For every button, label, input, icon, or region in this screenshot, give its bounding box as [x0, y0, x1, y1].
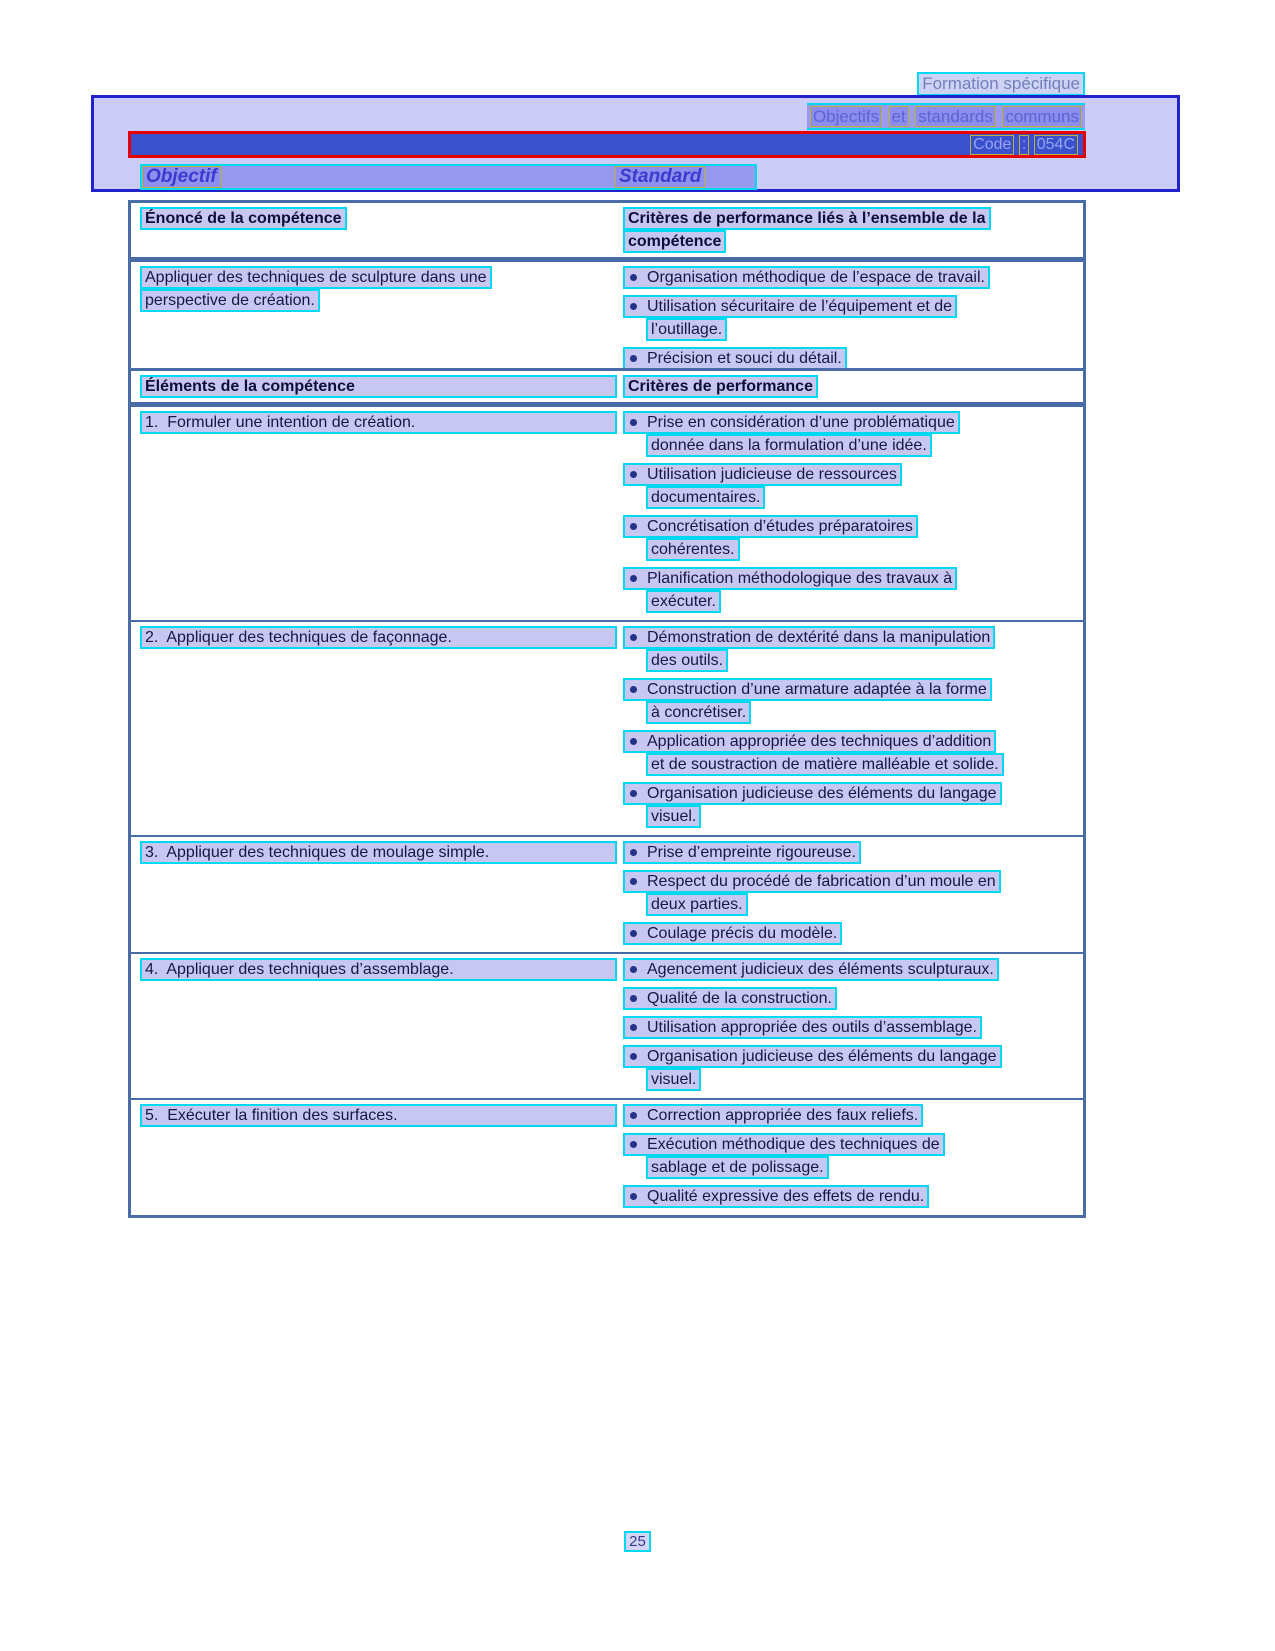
col2-header-cell [623, 373, 1083, 400]
table-header-row [131, 371, 1083, 405]
table-row [131, 620, 1083, 835]
table-row [131, 1098, 1083, 1215]
criteria-cell [623, 1100, 1083, 1215]
bullet-dot-icon [630, 1024, 637, 1031]
criteria-line [623, 567, 1075, 590]
criteria-line [623, 266, 1075, 289]
highlight-box: Démonstration de dextérité dans la manipulation [623, 626, 995, 649]
table-row [131, 405, 1083, 620]
highlight-box: perspective de création. [140, 289, 320, 312]
page-number: 25 [624, 1531, 651, 1552]
highlight-box: 5. Exécuter la finition des surfaces. [140, 1104, 617, 1127]
bullet-dot-icon [630, 634, 637, 641]
criteria-line [646, 1068, 1075, 1091]
subtitle-word-2: standards [915, 106, 996, 127]
criteria-line [646, 805, 1075, 828]
criteria-line [646, 318, 1075, 341]
criteria-line [623, 1045, 1075, 1068]
highlight-box: Qualité de la construction. [623, 987, 837, 1010]
criteria-cell [623, 262, 1083, 377]
element-cell [131, 1100, 623, 1215]
criteria-line [623, 347, 1075, 370]
bullet-dot-icon [630, 995, 637, 1002]
header-subtitle [807, 103, 1085, 130]
bullet-dot-icon [630, 419, 637, 426]
highlight-box: Construction d’une armature adaptée à la forme [623, 678, 992, 701]
criteria-line [646, 701, 1075, 724]
highlight-box: deux parties. [646, 893, 748, 916]
criteria-cell [623, 407, 1083, 620]
element-title-line [140, 841, 617, 864]
code-word-1: : [1019, 135, 1029, 155]
highlight-box: 4. Appliquer des techniques d’assemblage. [140, 958, 617, 981]
highlight-box: sablage et de polissage. [646, 1156, 829, 1179]
criteria-line [623, 626, 1075, 649]
table-row [131, 260, 1083, 377]
criteria-line [623, 295, 1075, 318]
bullet-dot-icon [630, 471, 637, 478]
element-title-line [140, 289, 617, 312]
criteria-bullet [623, 678, 1075, 724]
highlight-box: Organisation judicieuse des éléments du langage [623, 1045, 1002, 1068]
criteria-line [646, 590, 1075, 613]
highlight-box: Correction appropriée des faux reliefs. [623, 1104, 923, 1127]
subtitle-word-3: communs [1002, 106, 1082, 127]
criteria-line [623, 1133, 1075, 1156]
code-word-0: Code [970, 135, 1014, 155]
highlight-box: Respect du procédé de fabrication d’un moule en [623, 870, 1001, 893]
criteria-bullet [623, 567, 1075, 613]
bullet-dot-icon [630, 303, 637, 310]
criteria-bullet [623, 515, 1075, 561]
criteria-line [623, 411, 1075, 434]
element-title-line [140, 626, 617, 649]
element-title-line [140, 1104, 617, 1127]
bullet-dot-icon [630, 686, 637, 693]
criteria-line [646, 538, 1075, 561]
bullet-dot-icon [630, 790, 637, 797]
bullet-dot-icon [630, 878, 637, 885]
highlight-box: 3. Appliquer des techniques de moulage simple. [140, 841, 617, 864]
eyebrow [917, 72, 1085, 96]
highlight-box: l’outillage. [646, 318, 727, 341]
element-cell [131, 954, 623, 1098]
eyebrow-text: Formation spécifique [917, 72, 1085, 96]
criteria-line [623, 1104, 1075, 1127]
highlight-box: 2. Appliquer des techniques de façonnage. [140, 626, 617, 649]
highlight-box: Organisation judicieuse des éléments du langage [623, 782, 1002, 805]
criteria-bullet [623, 730, 1075, 776]
col1-header-cell [131, 373, 623, 400]
col1-header-line [140, 375, 617, 398]
criteria-bullet [623, 958, 1075, 981]
criteria-bullet [623, 626, 1075, 672]
criteria-line [623, 515, 1075, 538]
highlight-box: Exécution méthodique des techniques de [623, 1133, 945, 1156]
criteria-bullet [623, 841, 1075, 864]
criteria-line [623, 870, 1075, 893]
element-title-line [140, 411, 617, 434]
bullet-dot-icon [630, 738, 637, 745]
bullet-dot-icon [630, 966, 637, 973]
highlight-box: Utilisation sécuritaire de l’équipement et de [623, 295, 957, 318]
criteria-line [623, 678, 1075, 701]
criteria-bullet [623, 1104, 1075, 1127]
criteria-bullet [623, 295, 1075, 341]
elements-table [128, 368, 1086, 1218]
col2-header-cell [623, 205, 1083, 255]
highlight-box: Organisation méthodique de l’espace de travail. [623, 266, 990, 289]
criteria-line [623, 1185, 1075, 1208]
criteria-cell [623, 837, 1083, 952]
highlight-box: Éléments de la compétence [140, 375, 617, 398]
subtitle-word-1: et [889, 106, 909, 127]
criteria-bullet [623, 266, 1075, 289]
criteria-line [623, 463, 1075, 486]
highlight-box: des outils. [646, 649, 728, 672]
standard-heading: Standard [615, 166, 705, 188]
element-title-line [140, 266, 617, 289]
criteria-line [623, 1016, 1075, 1039]
criteria-bullet [623, 870, 1075, 916]
criteria-line [646, 1156, 1075, 1179]
criteria-bullet [623, 1185, 1075, 1208]
competence-table [128, 200, 1086, 380]
highlight-box: Précision et souci du détail. [623, 347, 847, 370]
highlight-box: Énoncé de la compétence [140, 207, 347, 230]
highlight-box: Qualité expressive des effets de rendu. [623, 1185, 929, 1208]
criteria-line [646, 434, 1075, 457]
criteria-bullet [623, 347, 1075, 370]
criteria-line [623, 841, 1075, 864]
header-box [91, 95, 1180, 192]
criteria-cell [623, 954, 1083, 1098]
bullet-dot-icon [630, 355, 637, 362]
criteria-bullet [623, 463, 1075, 509]
bullet-dot-icon [630, 575, 637, 582]
highlight-box: Appliquer des techniques de sculpture dans une [140, 266, 492, 289]
criteria-line [623, 922, 1075, 945]
highlight-box: Critères de performance liés à l’ensemble de la [623, 207, 991, 230]
highlight-box: Utilisation appropriée des outils d’assemblage. [623, 1016, 982, 1039]
highlight-box: Prise en considération d’une problématique [623, 411, 960, 434]
bullet-dot-icon [630, 523, 637, 530]
highlight-box: exécuter. [646, 590, 721, 613]
objectif-standard-row [140, 164, 757, 190]
col2-header-line [623, 230, 1075, 253]
bullet-dot-icon [630, 1053, 637, 1060]
bullet-dot-icon [630, 849, 637, 856]
col1-header-line [140, 207, 617, 230]
criteria-line [646, 753, 1075, 776]
criteria-line [646, 893, 1075, 916]
highlight-box: Planification méthodologique des travaux à [623, 567, 957, 590]
criteria-bullet [623, 1133, 1075, 1179]
bullet-dot-icon [630, 1193, 637, 1200]
bullet-dot-icon [630, 1112, 637, 1119]
element-cell [131, 262, 623, 377]
bullet-dot-icon [630, 930, 637, 937]
criteria-line [623, 782, 1075, 805]
element-cell [131, 407, 623, 620]
criteria-bullet [623, 411, 1075, 457]
highlight-box: à concrétiser. [646, 701, 751, 724]
subtitle-word-0: Objectifs [810, 106, 882, 127]
col2-header-line [623, 375, 1075, 398]
criteria-line [646, 486, 1075, 509]
col2-header-line [623, 207, 1075, 230]
element-title-line [140, 958, 617, 981]
highlight-box: documentaires. [646, 486, 765, 509]
bullet-dot-icon [630, 274, 637, 281]
criteria-bullet [623, 1016, 1075, 1039]
page-footer [0, 1531, 1275, 1552]
bullet-dot-icon [630, 1141, 637, 1148]
criteria-line [623, 958, 1075, 981]
criteria-bullet [623, 987, 1075, 1010]
highlight-box: et de soustraction de matière malléable et solide. [646, 753, 1004, 776]
highlight-box: compétence [623, 230, 726, 253]
criteria-bullet [623, 922, 1075, 945]
highlight-box: Coulage précis du modèle. [623, 922, 842, 945]
highlight-box: Utilisation judicieuse de ressources [623, 463, 902, 486]
highlight-box: Prise d’empreinte rigoureuse. [623, 841, 861, 864]
table-row [131, 835, 1083, 952]
highlight-box: Application appropriée des techniques d’addition [623, 730, 996, 753]
col1-header-cell [131, 205, 623, 255]
highlight-box: visuel. [646, 805, 701, 828]
criteria-line [623, 987, 1075, 1010]
criteria-line [646, 649, 1075, 672]
highlight-box: Critères de performance [623, 375, 818, 398]
highlight-box: 1. Formuler une intention de création. [140, 411, 617, 434]
criteria-bullet [623, 1045, 1075, 1091]
element-cell [131, 837, 623, 952]
highlight-box: Concrétisation d’études préparatoires [623, 515, 918, 538]
code-word-2: 054C [1034, 135, 1078, 155]
highlight-box: cohérentes. [646, 538, 740, 561]
table-row [131, 952, 1083, 1098]
code-bar [128, 131, 1086, 158]
criteria-line [623, 730, 1075, 753]
criteria-bullet [623, 782, 1075, 828]
highlight-box: visuel. [646, 1068, 701, 1091]
highlight-box: Agencement judicieux des éléments sculpturaux. [623, 958, 999, 981]
table-header-row [131, 203, 1083, 260]
criteria-cell [623, 622, 1083, 835]
element-cell [131, 622, 623, 835]
highlight-box: donnée dans la formulation d’une idée. [646, 434, 932, 457]
objectif-heading: Objectif [142, 166, 221, 188]
